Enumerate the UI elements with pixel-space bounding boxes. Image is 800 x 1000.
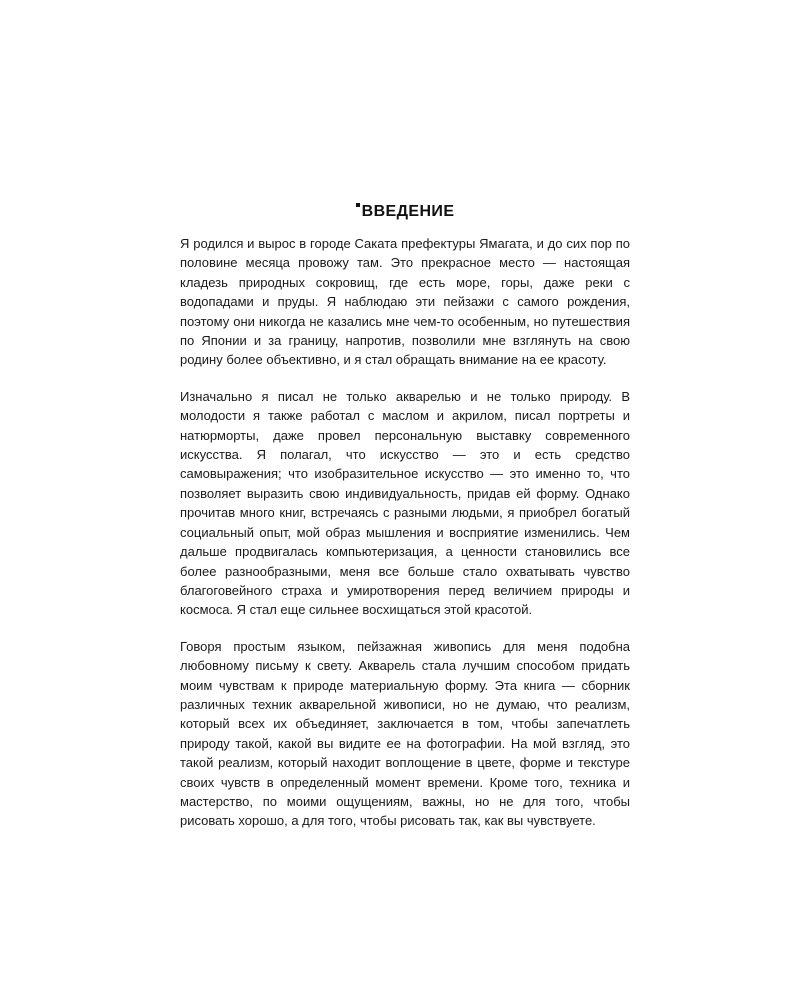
paragraph-1: Я родился и вырос в городе Саката префектуры Ямагата, и до сих пор по половине месяца провожу там. Это прекрасное место — настоящая кладезь природных сокровищ, где есть море, горы, даже реки с водопадами и пруды. Я наблюдаю эти пейзажи с самого рождения, поэтому они никогда не казались мне чем-то особенным, но путешествия по Японии и за границу, напротив, позволили мне взглянуть на свою родину более объективно, и я стал обращать внимание на ее красоту. bbox=[180, 236, 630, 368]
section-title: ВВЕДЕНИЕ bbox=[361, 203, 455, 220]
page-content bbox=[180, 200, 630, 848]
section-heading bbox=[180, 200, 630, 224]
paragraph-3: Говоря простым языком, пейзажная живопись для меня подобна любовному письму к свету. Акварель стала лучшим способом придать моим чувствам к природе материальную форму. Эта книга — сборник различных техник акварельной живописи, но не думаю, что реализм, который всех их объединяет, заключается в том, чтобы запечатлеть природу такой, какой вы видите ее на фотографии. На мой взгляд, это такой реализм, который находит воплощение в цвете, форме и текстуре своих чувств в определенный момент времени. Кроме того, техника и мастерство, по моими ощущениям, важны, но не для того, чтобы рисовать хорошо, а для того, чтобы рисовать так, как вы чувствуете. bbox=[180, 638, 630, 829]
paragraph-2: Изначально я писал не только акварелью и не только природу. В молодости я также работал с маслом и акрилом, писал портреты и натюрморты, даже провел персональную выставку современного искусства. Я полагал, что искусство — это и есть средство самовыражения; что изобразительное искусство — это именно то, что позволяет выразить свою индивидуальность, придав ей форму. Однако прочитав много книг, встречаясь с разными людьми, я приобрел богатый социальный опыт, мой образ мышления и восприятие изменились. Чем дальше продвигалась компьютеризация, а ценности становились все более разнообразными, меня все больше стало охватывать чувство благоговейного страха и умиротворения перед величием природы и космоса. Я стал еще сильнее восхищаться этой красотой. bbox=[180, 388, 630, 618]
bullet-square-icon bbox=[356, 203, 360, 207]
